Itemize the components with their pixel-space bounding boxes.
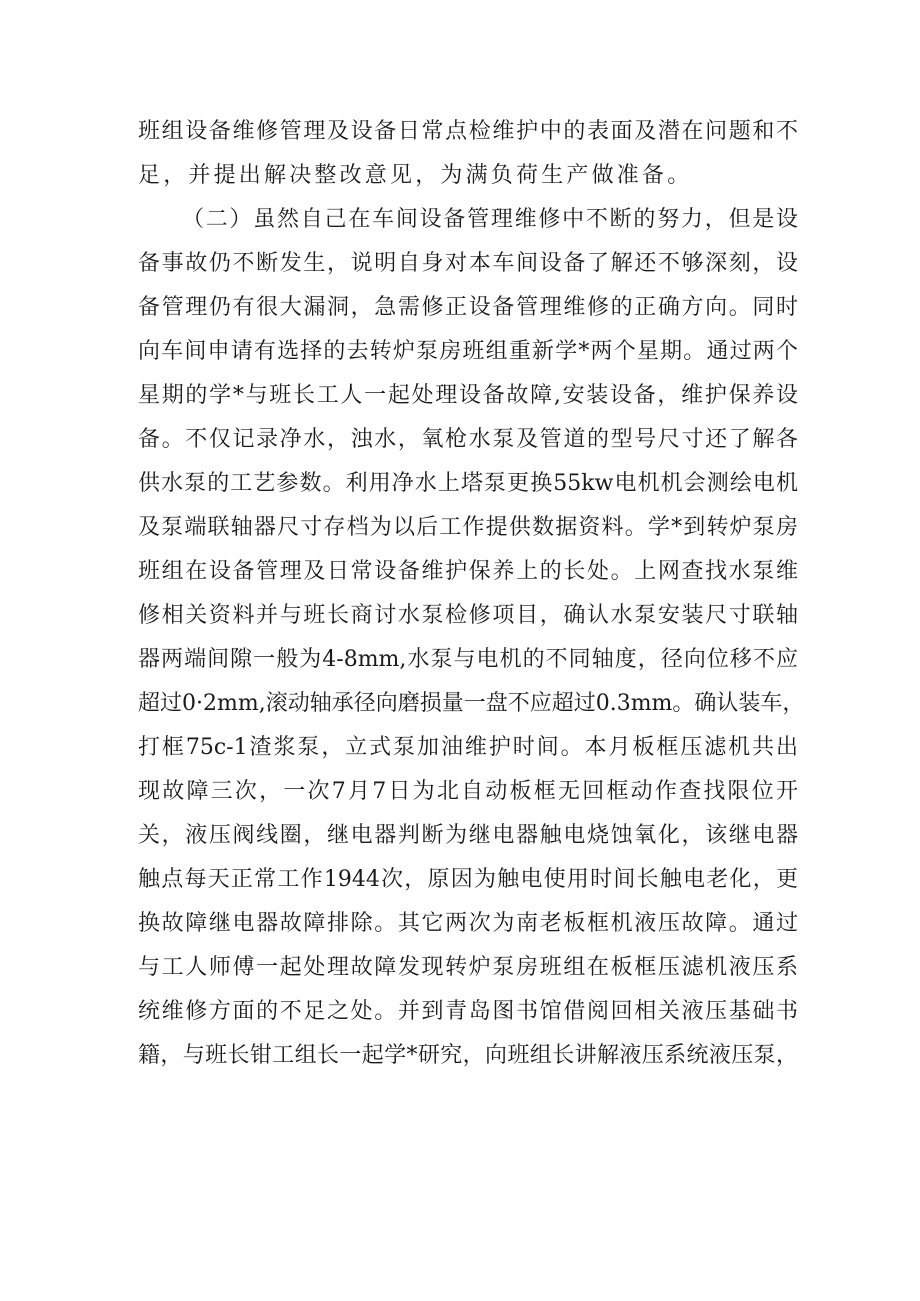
- text-line: 班组设备维修管理及设备日常点检维护中的表面及潜在问题和不: [138, 119, 798, 144]
- text-line: 换故障继电器故障排除。其它两次为南老板框机液压故障。通过: [138, 911, 798, 936]
- text-line: 足，并提出解决整改意见，为满负荷生产做准备。: [138, 163, 693, 188]
- text-line: 统维修方面的不足之处。并到青岛图书馆借阅回相关液压基础书: [138, 999, 798, 1024]
- text-line: 备管理仍有很大漏洞，急需修正设备管理维修的正确方向。同时: [138, 295, 798, 320]
- text-line: 星期的学*与班长工人一起处理设备故障,安装设备，维护保养设: [138, 383, 798, 408]
- text-line: （二）虽然自己在车间设备管理维修中不断的努力，但是设: [182, 207, 798, 232]
- text-line: 超过0·2mm,滚动轴承径向磨损量一盘不应超过0.3mm。确认装车，: [138, 691, 805, 716]
- text-line: 器两端间隙一般为4-8mm,水泵与电机的不同轴度，径向位移不应: [138, 647, 798, 672]
- text-line: 供水泵的工艺参数。利用净水上塔泵更换55kw电机机会测绘电机: [138, 471, 798, 496]
- text-line: 备。不仅记录净水，浊水，氧枪水泵及管道的型号尺寸还了解各: [138, 427, 798, 452]
- text-line: 触点每天正常工作1944次，原因为触电使用时间长触电老化，更: [138, 867, 798, 892]
- text-line: 修相关资料并与班长商讨水泵检修项目，确认水泵安装尺寸联轴: [138, 603, 798, 628]
- text-line: 现故障三次，一次7月7日为北自动板框无回框动作查找限位开: [138, 779, 798, 804]
- text-line: 向车间申请有选择的去转炉泵房班组重新学*两个星期。通过两个: [138, 339, 798, 364]
- text-line: 班组在设备管理及日常设备维护保养上的长处。上网查找水泵维: [138, 559, 798, 584]
- text-line: 籍，与班长钳工组长一起学*研究，向班组长讲解液压系统液压泵，: [138, 1043, 798, 1068]
- text-line: 与工人师傅一起处理故障发现转炉泵房班组在板框压滤机液压系: [138, 955, 798, 980]
- text-line: 备事故仍不断发生，说明自身对本车间设备了解还不够深刻，设: [138, 251, 798, 276]
- text-line: 关，液压阀线圈，继电器判断为继电器触电烧蚀氧化，该继电器: [138, 823, 798, 848]
- text-line: 打框75c-1渣浆泵，立式泵加油维护时间。本月板框压滤机共出: [138, 735, 798, 760]
- text-line: 及泵端联轴器尺寸存档为以后工作提供数据资料。学*到转炉泵房: [138, 515, 798, 540]
